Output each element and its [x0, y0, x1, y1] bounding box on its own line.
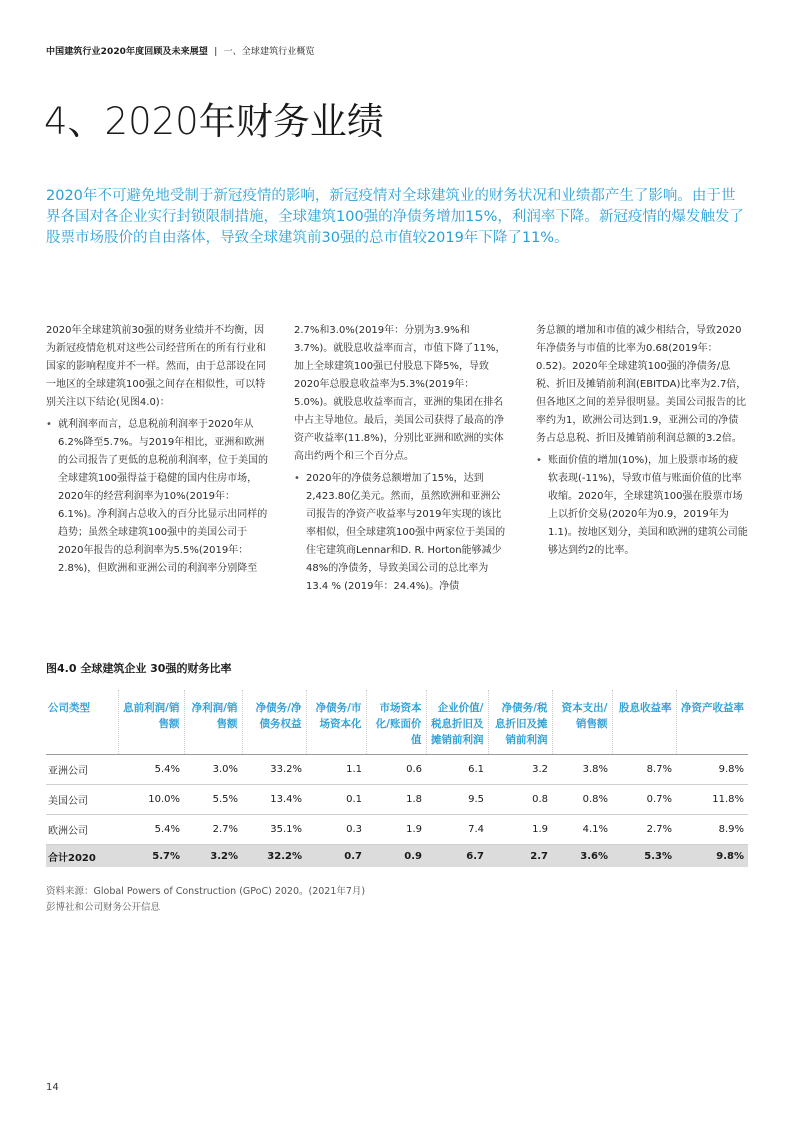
col1-paragraph: 2020年全球建筑前30强的财务业绩并不均衡，因为新冠疫情危机对这些公司经营所在的所有行业和国家的影响程度并不一样。然而，由于总部设在同一地区的全球建筑100强之间存在相似性，可以特别关注以下结论(见图4.0)：: [46, 325, 266, 408]
table-cell: 3.2%: [184, 845, 242, 868]
table-cell: 3.8%: [552, 755, 612, 785]
col-header: 净债务/税息折旧及摊销前利润: [488, 690, 552, 755]
table-cell: 6.7: [426, 845, 488, 868]
col1-bullet-text: 就利润率而言，总息税前利润率于2020年从6.2%降至5.7%。与2019年相比，亚洲和欧洲的公司报告了更低的息税前利润率，位于美国的全球建筑100强得益于稳健的国内住房市场，2020年的经营利润率为10%(2019年：6.1%)。净利润占总收入的百分比显示出同样的趋势；虽然全球建筑100强中的美国公司于2020年报告的总利润率为5.5%(2019年：2.8%)，但欧洲和亚洲公司的利润率分别降至: [58, 419, 268, 574]
bullet-icon: •: [46, 419, 52, 430]
table-cell: 美国公司: [46, 785, 118, 815]
col-header: 净资产收益率: [676, 690, 748, 755]
financial-ratio-table: [46, 690, 748, 867]
col-header: 市场资本化/账面价值: [366, 690, 426, 755]
table-cell: 0.1: [306, 785, 366, 815]
source-note: [46, 884, 365, 916]
table-cell: 5.4%: [118, 755, 184, 785]
table-cell: 5.7%: [118, 845, 184, 868]
bullet-icon: •: [536, 455, 542, 466]
table-cell: 9.8%: [676, 845, 748, 868]
table-cell: 4.1%: [552, 815, 612, 845]
table-total-row: [46, 845, 748, 868]
table-cell: 5.3%: [612, 845, 676, 868]
table-cell: 1.1: [306, 755, 366, 785]
table-row: [46, 815, 748, 845]
table-cell: 欧洲公司: [46, 815, 118, 845]
header-doc-title: 中国建筑行业2020年度回顾及未来展望: [46, 47, 208, 57]
col-header: 息前利润/销售额: [118, 690, 184, 755]
table-cell: 0.6: [366, 755, 426, 785]
body-columns: [46, 322, 746, 632]
table-cell: 1.8: [366, 785, 426, 815]
table-cell: 0.3: [306, 815, 366, 845]
table-cell: 2.7: [488, 845, 552, 868]
figure-title: 图4.0 全球建筑企业 30强的财务比率: [46, 662, 232, 675]
col2-paragraph: 2.7%和3.0%(2019年：分别为3.9%和3.7%)。就股息收益率而言，市值下降了11%，加上全球建筑100强已付股息下降5%，导致2020年总股息收益率为5.3%(2019年：5.0%)。就股息收益率而言，亚洲的集团在排名中占主导地位。最后，美国公司获得了最高的净资产收益率(11.8%)，分别比亚洲和欧洲的实体高出约两个和三个百分点。: [294, 325, 506, 462]
table-cell: 5.5%: [184, 785, 242, 815]
table-cell: 亚洲公司: [46, 755, 118, 785]
table-cell: 1.9: [366, 815, 426, 845]
col-header: 公司类型: [46, 690, 118, 755]
table-cell: 1.9: [488, 815, 552, 845]
table-cell: 5.4%: [118, 815, 184, 845]
header-section: 一、全球建筑行业概览: [223, 47, 315, 57]
table-cell: 9.5: [426, 785, 488, 815]
table-cell: 3.0%: [184, 755, 242, 785]
col1-bullet: [46, 416, 270, 578]
table-cell: 0.7%: [612, 785, 676, 815]
col3-bullet: [536, 452, 748, 560]
table-cell: 8.7%: [612, 755, 676, 785]
table-cell: 0.8%: [552, 785, 612, 815]
col-header: 企业价值/税息折旧及摊销前利润: [426, 690, 488, 755]
table-cell: 0.9: [366, 845, 426, 868]
source-line-1: 资料来源：Global Powers of Construction (GPoC) 2020。(2021年7月): [46, 886, 366, 897]
col3-bullet-text: 账面价值的增加(10%)，加上股票市场的疲软表现(-11%)，导致市值与账面价值的比率收缩。2020年，全球建筑100强在股票市场上以折价交易(2020年为0.9，2019年为1.1)。按地区划分，美国和欧洲的建筑公司能够达到约2的比率。: [548, 455, 748, 556]
col-header: 净债务/净债务权益: [242, 690, 306, 755]
col-header: 资本支出/销售额: [552, 690, 612, 755]
bullet-icon: •: [294, 473, 300, 484]
intro-paragraph: 2020年不可避免地受制于新冠疫情的影响，新冠疫情对全球建筑业的财务状况和业绩都产生了影响。由于世界各国对各企业实行封锁限制措施，全球建筑100强的净债务增加15%，利润率下降。新冠疫情的爆发触发了股票市场股价的自由落体，导致全球建筑前30强的总市值较2019年下降了11%。: [46, 188, 744, 246]
table-cell: 2.7%: [612, 815, 676, 845]
table-cell: 6.1: [426, 755, 488, 785]
page-number: 14: [46, 1082, 59, 1093]
table-cell: 35.1%: [242, 815, 306, 845]
table-cell: 8.9%: [676, 815, 748, 845]
running-header: [46, 44, 315, 57]
table-cell: 9.8%: [676, 755, 748, 785]
source-line-2: 彭博社和公司财务公开信息: [46, 902, 161, 913]
column-1: [46, 322, 270, 578]
col-header: 净债务/市场资本化: [306, 690, 366, 755]
table-cell: 0.8: [488, 785, 552, 815]
table-cell: 2.7%: [184, 815, 242, 845]
table-row: [46, 785, 748, 815]
col2-bullet-text: 2020年的净债务总额增加了15%，达到2,423.80亿美元。然而，虽然欧洲和亚洲公司报告的净资产收益率与2019年实现的该比率相似，但全球建筑100强中两家位于美国的住宅建筑商Lennar和D. R. Horton能够减少48%的净债务，导致美国公司的总比率为13.4 % (2019年：24.4%)。净债: [306, 473, 506, 592]
table-cell: 合计2020: [46, 845, 118, 868]
table-cell: 32.2%: [242, 845, 306, 868]
table-cell: 0.7: [306, 845, 366, 868]
col-header: 净利润/销售额: [184, 690, 242, 755]
column-2: [294, 322, 506, 596]
page-title: 4、2020年财务业绩: [44, 100, 384, 143]
table-row: [46, 755, 748, 785]
header-separator: |: [214, 47, 218, 57]
table-cell: 13.4%: [242, 785, 306, 815]
table-cell: 10.0%: [118, 785, 184, 815]
table-cell: 33.2%: [242, 755, 306, 785]
col-header: 股息收益率: [612, 690, 676, 755]
col3-paragraph: 务总额的增加和市值的减少相结合，导致2020年净债务与市值的比率为0.68(2019年：0.52)。2020年全球建筑100强的净债务/息税、折旧及摊销前利润(EBITDA)比率为2.7倍，但各地区之间的差异很明显。美国公司报告的比率约为1，欧洲公司达到1.9，亚洲公司的净债务占总息税、折旧及摊销前利润总额的3.2倍。: [536, 325, 747, 444]
table-cell: 11.8%: [676, 785, 748, 815]
column-3: [536, 322, 748, 560]
table-cell: 3.6%: [552, 845, 612, 868]
col2-bullet: [294, 470, 506, 596]
table-cell: 3.2: [488, 755, 552, 785]
table-cell: 7.4: [426, 815, 488, 845]
table-header-row: [46, 690, 748, 755]
